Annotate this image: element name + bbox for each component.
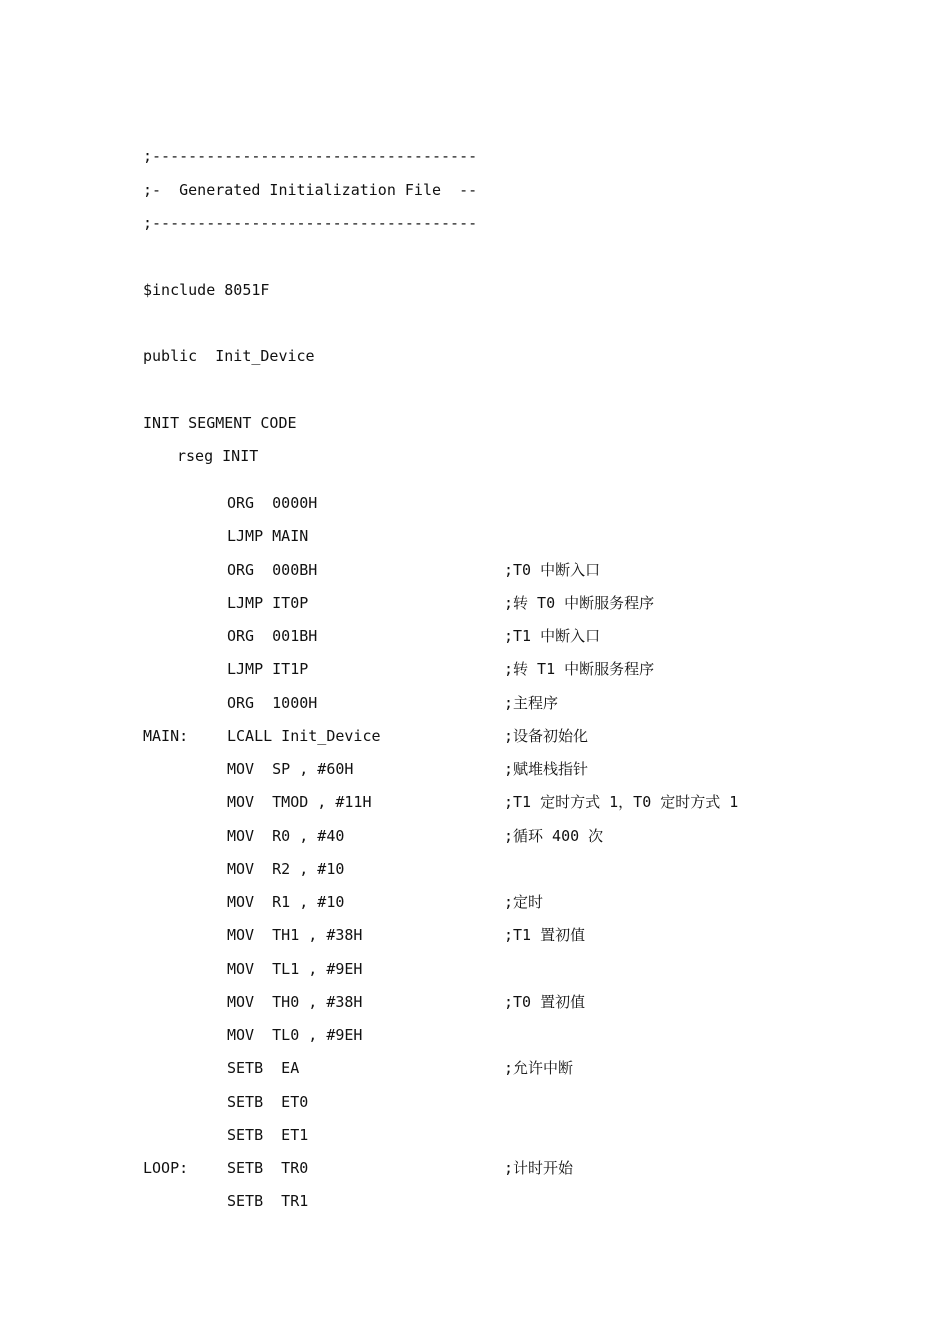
include-directive <box>0 260 950 299</box>
segment-text: INIT SEGMENT CODE <box>143 414 297 432</box>
code-comment: ;设备初始化 <box>504 727 589 745</box>
code-line <box>0 593 950 627</box>
code-line <box>0 526 950 560</box>
code-comment: ;转 T0 中断服务程序 <box>504 594 655 612</box>
code-comment: ;循环 400 次 <box>504 827 604 845</box>
code-line <box>0 1058 950 1092</box>
header-rule-top-text: ;------------------------------------ <box>143 147 478 165</box>
code-instruction: MOV TH1 , #38H <box>227 926 363 944</box>
code-line <box>0 959 950 993</box>
header-title-line <box>0 160 950 199</box>
public-text: public Init_Device <box>143 347 315 365</box>
code-instruction: MOV TMOD , #11H <box>227 793 372 811</box>
code-instruction: MOV R2 , #10 <box>227 860 345 878</box>
code-line <box>0 1092 950 1126</box>
code-line <box>0 1191 950 1225</box>
code-comment: ;允许中断 <box>504 1059 574 1077</box>
code-instruction: LCALL Init_Device <box>227 727 381 745</box>
code-instruction: LJMP MAIN <box>227 527 309 545</box>
code-line <box>0 560 950 594</box>
code-line <box>0 1158 950 1192</box>
code-line <box>0 626 950 660</box>
code-line <box>0 493 950 527</box>
code-comment: ;赋堆栈指针 <box>504 760 589 778</box>
rseg-directive <box>0 426 950 465</box>
code-line <box>0 892 950 926</box>
code-line <box>0 659 950 693</box>
code-line <box>0 1025 950 1059</box>
header-rule-bottom-text: ;------------------------------------ <box>143 214 478 232</box>
code-comment: ;计时开始 <box>504 1159 574 1177</box>
code-instruction: MOV TL0 , #9EH <box>227 1026 363 1044</box>
code-comment: ;T0 中断入口 <box>504 561 601 579</box>
code-line <box>0 1125 950 1159</box>
code-instruction: SETB ET1 <box>227 1126 309 1144</box>
code-instruction: SETB EA <box>227 1059 300 1077</box>
header-rule-bottom <box>0 193 950 232</box>
public-directive <box>0 326 950 365</box>
code-line <box>0 925 950 959</box>
code-comment: ;T1 中断入口 <box>504 627 601 645</box>
code-instruction: LJMP IT0P <box>227 594 309 612</box>
code-line <box>0 859 950 893</box>
code-instruction: ORG 1000H <box>227 694 318 712</box>
code-instruction: SETB TR0 <box>227 1159 309 1177</box>
code-instruction: MOV R0 , #40 <box>227 827 345 845</box>
code-comment: ;T1 置初值 <box>504 926 586 944</box>
rseg-text: rseg INIT <box>177 447 259 465</box>
code-instruction: ORG 000BH <box>227 561 318 579</box>
code-comment: ;T0 置初值 <box>504 993 586 1011</box>
code-comment: ;主程序 <box>504 694 559 712</box>
header-title-text: ;- Generated Initialization File -- <box>143 181 478 199</box>
code-comment: ;T1 定时方式 1，T0 定时方式 1 <box>504 793 739 811</box>
code-instruction: MOV TL1 , #9EH <box>227 960 363 978</box>
code-instruction: MOV R1 , #10 <box>227 893 345 911</box>
code-instruction: LJMP IT1P <box>227 660 309 678</box>
code-instruction: MOV SP , #60H <box>227 760 354 778</box>
code-line <box>0 693 950 727</box>
code-line <box>0 826 950 860</box>
code-label: LOOP: <box>143 1159 189 1177</box>
header-rule-top <box>0 126 950 165</box>
code-instruction: SETB ET0 <box>227 1093 309 1111</box>
code-comment: ;定时 <box>504 893 544 911</box>
code-comment: ;转 T1 中断服务程序 <box>504 660 655 678</box>
code-label: MAIN: <box>143 727 189 745</box>
code-line <box>0 792 950 826</box>
code-line <box>0 992 950 1026</box>
code-instruction: SETB TR1 <box>227 1192 309 1210</box>
code-instruction: ORG 001BH <box>227 627 318 645</box>
code-instruction: MOV TH0 , #38H <box>227 993 363 1011</box>
include-text: $include 8051F <box>143 281 270 299</box>
code-line <box>0 759 950 793</box>
code-instruction: ORG 0000H <box>227 494 318 512</box>
segment-directive <box>0 393 950 432</box>
code-line <box>0 726 950 760</box>
